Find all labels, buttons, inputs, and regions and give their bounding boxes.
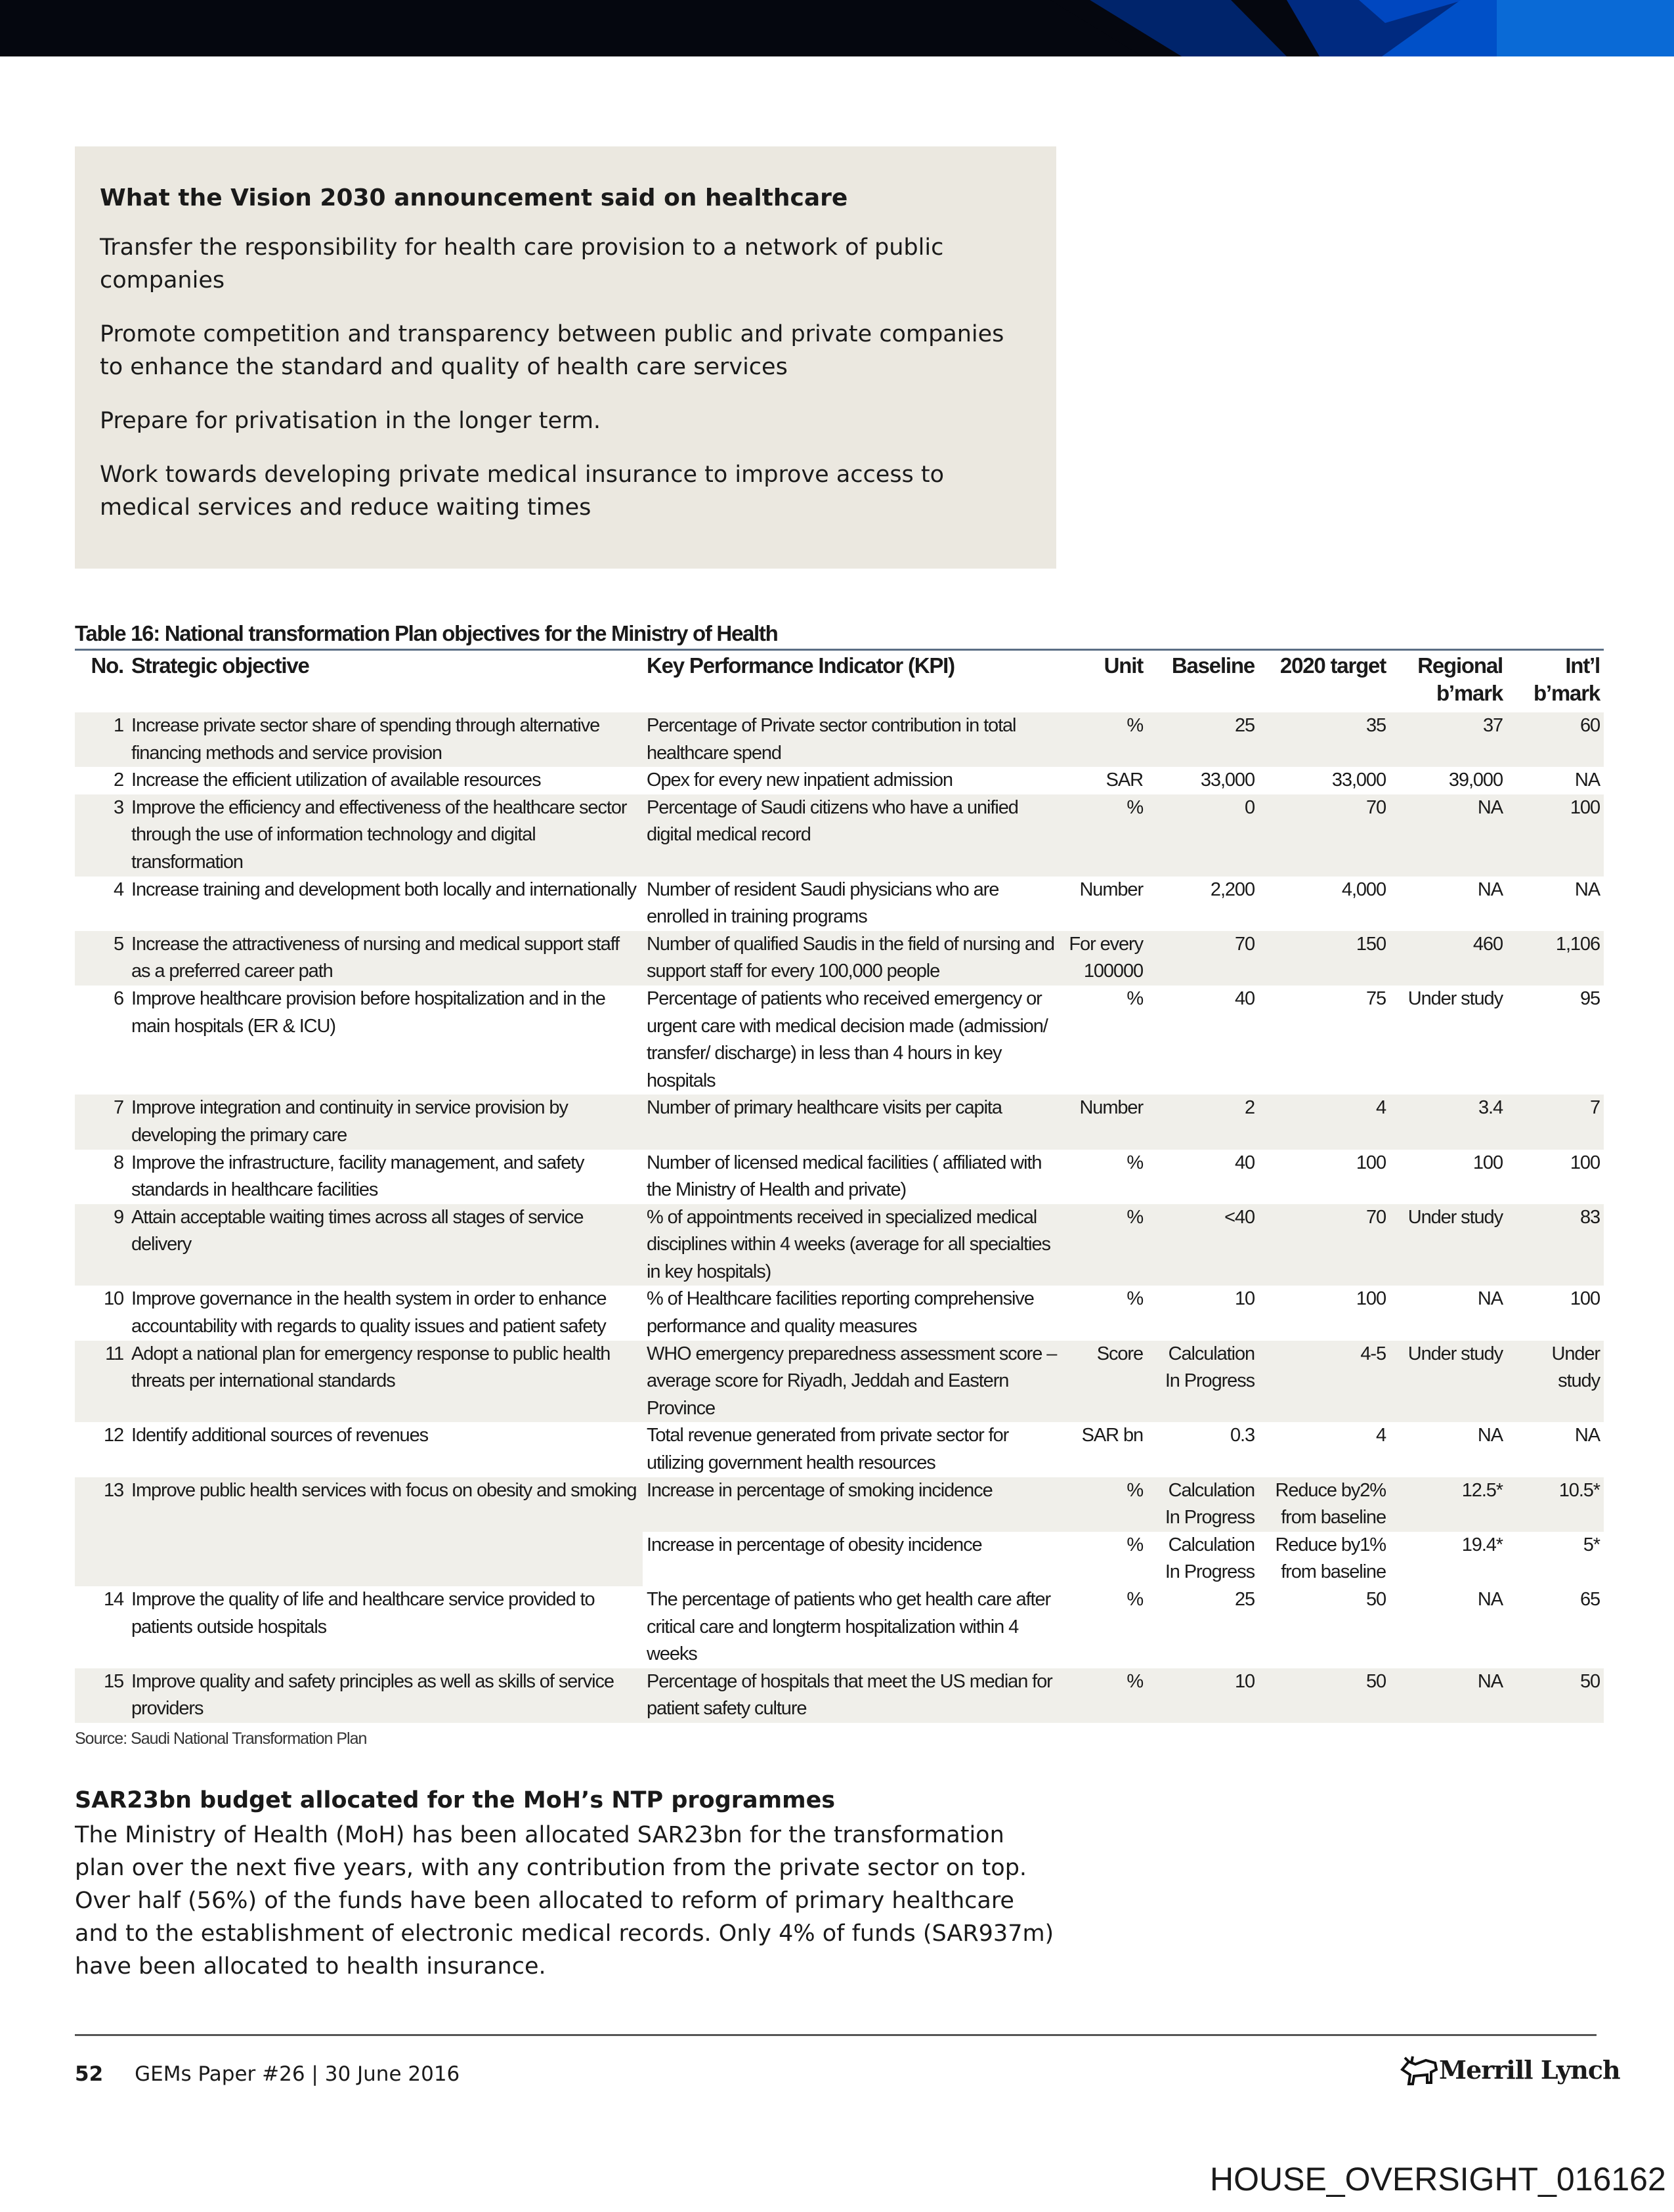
kpi-cell: Percentage of patients who received emergency or urgent care with medical decision made (admission/ transfer/ discharge) in less than 4 hours in key hospitals xyxy=(647,987,1048,1091)
intl-cell: NA xyxy=(1574,770,1600,791)
table-row xyxy=(75,1586,1604,1668)
baseline-cell: Calculation In Progress xyxy=(1147,1477,1258,1532)
intl-cell: NA xyxy=(1574,1425,1600,1446)
strategic-objective: Improve the efficiency and effectiveness of the healthcare sector through the use of information technology and digital transformation xyxy=(127,794,643,877)
strategic-objective: Adopt a national plan for emergency response to public health threats per international standards xyxy=(127,1341,643,1423)
col-header-unit: Unit xyxy=(1104,653,1143,678)
callout-paragraph: Prepare for privatisation in the longer term. xyxy=(100,408,601,434)
col-header-baseline: Baseline xyxy=(1171,653,1255,678)
kpi-cell: Number of qualified Saudis in the field of nursing and support staff for every 100,000 people xyxy=(643,931,1063,986)
regional-cell: 100 xyxy=(1472,1152,1503,1173)
target-cell: Reduce by1% from baseline xyxy=(1258,1532,1390,1586)
kpi-cell: Number of licensed medical facilities ( affiliated with the Ministry of Health and private) xyxy=(647,1152,1042,1201)
unit-cell: % xyxy=(1063,1204,1147,1286)
target-cell: 75 xyxy=(1365,987,1386,1009)
section-heading: SAR23bn budget allocated for the MoH’s NTP programmes xyxy=(75,1787,836,1813)
col-header-kpi: Key Performance Indicator (KPI) xyxy=(647,653,955,678)
target-cell: 4-5 xyxy=(1258,1341,1390,1423)
table-row xyxy=(75,1286,1604,1340)
table-row xyxy=(75,794,1604,877)
bates-number: HOUSE_OVERSIGHT_016162 xyxy=(1210,2161,1666,2198)
kpi-cell: % of appointments received in specialized medical disciplines within 4 weeks (average for all specialties in key hospitals) xyxy=(643,1204,1063,1286)
strategic-objective: Attain acceptable waiting times across all stages of service delivery xyxy=(127,1204,643,1286)
footer xyxy=(75,2062,460,2086)
intl-cell: 7 xyxy=(1507,1095,1604,1149)
target-cell: 4,000 xyxy=(1341,878,1386,900)
regional-cell: NA xyxy=(1477,1589,1503,1610)
target-cell: 50 xyxy=(1365,1589,1386,1610)
target-cell: 35 xyxy=(1258,712,1390,767)
col-header-regional: Regional b’mark xyxy=(1417,653,1503,705)
unit-cell: % xyxy=(1063,794,1147,877)
kpi-cell: Percentage of hospitals that meet the US median for patient safety culture xyxy=(643,1668,1063,1723)
strategic-objective: Identify additional sources of revenues xyxy=(131,1425,429,1446)
strategic-objective: Improve integration and continuity in service provision by developing the primary care xyxy=(127,1095,643,1149)
intl-cell: 83 xyxy=(1507,1204,1604,1286)
baseline-cell: Calculation In Progress xyxy=(1147,1532,1258,1586)
table-row xyxy=(75,1668,1604,1723)
strategic-objective: Increase training and development both locally and internationally xyxy=(131,878,636,900)
regional-cell: NA xyxy=(1477,1288,1503,1310)
intl-cell: 65 xyxy=(1579,1589,1600,1610)
callout-paragraph: Transfer the responsibility for health care provision to a network of public companies xyxy=(100,234,944,293)
strategic-objective: Improve the infrastructure, facility management, and safety standards in healthcare facilities xyxy=(131,1152,584,1201)
row-number: 7 xyxy=(75,1095,127,1149)
row-number: 12 xyxy=(103,1425,123,1446)
target-cell: 100 xyxy=(1356,1288,1386,1310)
strategic-objective: Increase the attractiveness of nursing and medical support staff as a preferred career path xyxy=(127,931,643,986)
target-cell: 150 xyxy=(1258,931,1390,986)
row-number: 5 xyxy=(75,931,127,986)
unit-cell: % xyxy=(1127,1152,1143,1173)
intl-cell: 100 xyxy=(1570,1288,1600,1310)
regional-cell: 460 xyxy=(1390,931,1507,986)
regional-cell: 3.4 xyxy=(1390,1095,1507,1149)
target-cell: 4 xyxy=(1375,1425,1386,1446)
table-header-row xyxy=(75,650,1604,713)
target-cell: 100 xyxy=(1356,1152,1386,1173)
kpi-cell: Increase in percentage of smoking incidence xyxy=(643,1477,1063,1532)
table-row xyxy=(75,931,1604,986)
target-cell: 70 xyxy=(1258,1204,1390,1286)
regional-cell: Under study xyxy=(1390,1341,1507,1423)
unit-cell: % xyxy=(1127,1288,1143,1310)
baseline-cell: Calculation In Progress xyxy=(1147,1341,1258,1423)
intl-cell: 10.5* xyxy=(1507,1477,1604,1532)
table-row xyxy=(75,877,1604,931)
kpi-cell: WHO emergency preparedness assessment score – average score for Riyadh, Jeddah and Eastern Province xyxy=(643,1341,1063,1423)
target-cell: Reduce by2% from baseline xyxy=(1258,1477,1390,1532)
baseline-cell: 40 xyxy=(1234,1152,1255,1173)
regional-cell: 37 xyxy=(1390,712,1507,767)
table-row xyxy=(75,1095,1604,1149)
baseline-cell: 33,000 xyxy=(1200,770,1255,791)
unit-cell: % xyxy=(1063,1532,1147,1586)
row-number: 15 xyxy=(75,1668,127,1723)
regional-cell: 12.5* xyxy=(1390,1477,1507,1532)
kpi-cell: The percentage of patients who get health care after critical care and longterm hospitalization within 4 weeks xyxy=(647,1589,1051,1665)
strategic-objective: Improve governance in the health system in order to enhance accountability with regards to quality issues and patient safety xyxy=(131,1288,607,1337)
callout-paragraph: Promote competition and transparency between public and private companies to enhance the standard and quality of health care services xyxy=(100,321,1004,380)
baseline-cell: 2,200 xyxy=(1210,878,1255,900)
page-number: 52 xyxy=(75,2062,104,2086)
regional-cell: NA xyxy=(1477,1425,1503,1446)
kpi-cell: Number of primary healthcare visits per capita xyxy=(643,1095,1063,1149)
strategic-objective: Improve healthcare provision before hospitalization and in the main hospitals (ER & ICU) xyxy=(131,987,605,1037)
kpi-cell: Increase in percentage of obesity incidence xyxy=(643,1532,1063,1586)
target-cell: 50 xyxy=(1258,1668,1390,1723)
regional-cell: NA xyxy=(1390,1668,1507,1723)
unit-cell: For every 100000 xyxy=(1063,931,1147,986)
row-number: 11 xyxy=(75,1341,127,1423)
kpi-cell: Percentage of Saudi citizens who have a unified digital medical record xyxy=(643,794,1063,877)
baseline-cell: 10 xyxy=(1234,1288,1255,1310)
row-number: 6 xyxy=(113,987,123,1009)
kpi-cell: Percentage of Private sector contribution in total healthcare spend xyxy=(643,712,1063,767)
regional-cell: 39,000 xyxy=(1448,770,1503,791)
unit-cell: SAR xyxy=(1105,770,1143,791)
table-row xyxy=(75,986,1604,1095)
intl-cell: 100 xyxy=(1570,1152,1600,1173)
col-header-no: No. xyxy=(91,653,123,678)
strategic-objective: Increase private sector share of spending through alternative financing methods and service provision xyxy=(127,712,643,767)
unit-cell: SAR bn xyxy=(1081,1425,1143,1446)
header-banner xyxy=(0,0,1674,56)
baseline-cell: <40 xyxy=(1147,1204,1258,1286)
baseline-cell: 70 xyxy=(1147,931,1258,986)
publication-info: GEMs Paper #26 | 30 June 2016 xyxy=(135,2062,460,2086)
intl-cell: 1,106 xyxy=(1507,931,1604,986)
unit-cell: % xyxy=(1063,712,1147,767)
row-number: 4 xyxy=(113,878,123,900)
table-row xyxy=(75,1204,1604,1286)
regional-cell: NA xyxy=(1477,878,1503,900)
budget-section xyxy=(75,1787,1060,1983)
row-number: 8 xyxy=(113,1152,123,1173)
ntp-objectives-table xyxy=(75,649,1604,1723)
table-row xyxy=(75,712,1604,767)
row-number: 3 xyxy=(75,794,127,877)
unit-cell: Number xyxy=(1079,878,1143,900)
table-row xyxy=(75,1477,1604,1532)
strategic-objective: Increase the efficient utilization of available resources xyxy=(131,770,541,791)
unit-cell: Number xyxy=(1063,1095,1147,1149)
bull-icon xyxy=(1400,2050,1439,2089)
banner-graphic xyxy=(0,0,1674,56)
vision-2030-callout xyxy=(75,146,1056,569)
table-source: Source: Saudi National Transformation Plan xyxy=(75,1729,367,1748)
table-row xyxy=(75,767,1604,794)
table-row xyxy=(75,1341,1604,1423)
intl-cell: 5* xyxy=(1507,1532,1604,1586)
unit-cell: % xyxy=(1063,1477,1147,1532)
row-number: 1 xyxy=(75,712,127,767)
col-header-target: 2020 target xyxy=(1279,653,1386,678)
target-cell: 33,000 xyxy=(1331,770,1386,791)
section-body: The Ministry of Health (MoH) has been allocated SAR23bn for the transformation plan over the next five years, with any contribution from the private sector on top. Over half (56%) of the funds have been allocated to reform of primary healthcare and to the establishment of electronic medical records. Only 4% of funds (SAR937m) have been allocated to health insurance. xyxy=(75,1822,1054,1980)
unit-cell: % xyxy=(1127,1589,1143,1610)
target-cell: 70 xyxy=(1258,794,1390,877)
unit-cell: Score xyxy=(1063,1341,1147,1423)
col-header-objective: Strategic objective xyxy=(131,653,309,678)
baseline-cell: 2 xyxy=(1147,1095,1258,1149)
baseline-cell: 0.3 xyxy=(1230,1425,1255,1446)
row-number: 13 xyxy=(75,1477,127,1586)
kpi-cell: Number of resident Saudi physicians who are enrolled in training programs xyxy=(647,878,999,928)
merrill-lynch-logo xyxy=(1400,2050,1620,2089)
table-title: Table 16: National transformation Plan objectives for the Ministry of Health xyxy=(75,621,778,645)
baseline-cell: 25 xyxy=(1234,1589,1255,1610)
row-number: 10 xyxy=(103,1288,123,1310)
strategic-objective: Improve public health services with focus on obesity and smoking xyxy=(127,1477,643,1586)
strategic-objective: Improve quality and safety principles as well as skills of service providers xyxy=(127,1668,643,1723)
kpi-cell: Total revenue generated from private sector for utilizing government health resources xyxy=(647,1425,1009,1474)
table-row xyxy=(75,1150,1604,1204)
intl-cell: NA xyxy=(1574,878,1600,900)
regional-cell: Under study xyxy=(1407,987,1503,1009)
intl-cell: 60 xyxy=(1507,712,1604,767)
unit-cell: % xyxy=(1063,1668,1147,1723)
baseline-cell: 0 xyxy=(1147,794,1258,877)
row-number: 9 xyxy=(75,1204,127,1286)
intl-cell: 95 xyxy=(1579,987,1600,1009)
row-number: 14 xyxy=(103,1589,123,1610)
target-cell: 4 xyxy=(1258,1095,1390,1149)
intl-cell: Under study xyxy=(1507,1341,1604,1423)
footer-divider xyxy=(75,2034,1597,2036)
regional-cell: 19.4* xyxy=(1390,1532,1507,1586)
table-row xyxy=(75,1422,1604,1477)
unit-cell: % xyxy=(1127,987,1143,1009)
regional-cell: Under study xyxy=(1390,1204,1507,1286)
callout-paragraph: Work towards developing private medical insurance to improve access to medical services and reduce waiting times xyxy=(100,462,945,521)
intl-cell: 100 xyxy=(1507,794,1604,877)
baseline-cell: 10 xyxy=(1147,1668,1258,1723)
row-number: 2 xyxy=(113,770,123,791)
baseline-cell: 25 xyxy=(1147,712,1258,767)
intl-cell: 50 xyxy=(1507,1668,1604,1723)
regional-cell: NA xyxy=(1390,794,1507,877)
callout-title: What the Vision 2030 announcement said on healthcare xyxy=(100,184,848,211)
logo-text: Merrill Lynch xyxy=(1439,2054,1620,2085)
col-header-intl: Int’l b’mark xyxy=(1533,653,1600,705)
baseline-cell: 40 xyxy=(1234,987,1255,1009)
kpi-cell: % of Healthcare facilities reporting comprehensive performance and quality measures xyxy=(647,1288,1034,1337)
strategic-objective: Improve the quality of life and healthcare service provided to patients outside hospitals xyxy=(131,1589,595,1637)
kpi-cell: Opex for every new inpatient admission xyxy=(647,770,953,791)
